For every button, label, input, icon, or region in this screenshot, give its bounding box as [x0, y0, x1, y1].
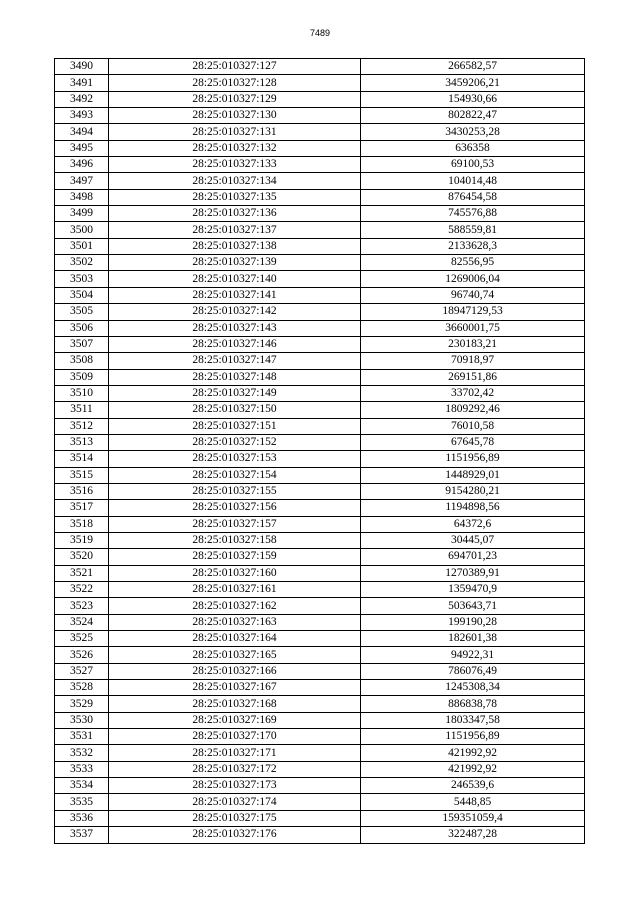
value-cell: 104014,48 [361, 173, 585, 189]
table-row [55, 500, 585, 516]
table-row [55, 124, 585, 140]
value-cell: 96740,74 [361, 287, 585, 303]
row-number-cell: 3530 [55, 712, 109, 728]
table-row [55, 582, 585, 598]
row-number-cell: 3521 [55, 565, 109, 581]
row-number-cell: 3527 [55, 663, 109, 679]
value-cell: 1245308,34 [361, 680, 585, 696]
row-number-cell: 3495 [55, 140, 109, 156]
cadastral-number-cell: 28:25:010327:143 [109, 320, 361, 336]
value-cell: 67645,78 [361, 434, 585, 450]
table-row [55, 369, 585, 385]
table-row [55, 402, 585, 418]
table-row [55, 108, 585, 124]
cadastral-number-cell: 28:25:010327:170 [109, 729, 361, 745]
table-row [55, 647, 585, 663]
cadastral-number-cell: 28:25:010327:169 [109, 712, 361, 728]
cadastral-number-cell: 28:25:010327:176 [109, 827, 361, 843]
value-cell: 1194898,56 [361, 500, 585, 516]
table-row [55, 140, 585, 156]
cadastral-number-cell: 28:25:010327:142 [109, 304, 361, 320]
cadastral-number-cell: 28:25:010327:134 [109, 173, 361, 189]
row-number-cell: 3535 [55, 794, 109, 810]
row-number-cell: 3502 [55, 255, 109, 271]
table-row [55, 91, 585, 107]
value-cell: 94922,31 [361, 647, 585, 663]
value-cell: 230183,21 [361, 336, 585, 352]
value-cell: 745576,88 [361, 206, 585, 222]
value-cell: 886838,78 [361, 696, 585, 712]
row-number-cell: 3533 [55, 761, 109, 777]
row-number-cell: 3515 [55, 467, 109, 483]
row-number-cell: 3492 [55, 91, 109, 107]
value-cell: 159351059,4 [361, 810, 585, 826]
value-cell: 876454,58 [361, 189, 585, 205]
cadastral-number-cell: 28:25:010327:130 [109, 108, 361, 124]
table-row [55, 810, 585, 826]
cadastral-number-cell: 28:25:010327:164 [109, 631, 361, 647]
table-row [55, 565, 585, 581]
table-row [55, 598, 585, 614]
table-row [55, 353, 585, 369]
value-cell: 76010,58 [361, 418, 585, 434]
cadastral-number-cell: 28:25:010327:140 [109, 271, 361, 287]
row-number-cell: 3514 [55, 451, 109, 467]
value-cell: 3660001,75 [361, 320, 585, 336]
value-cell: 69100,53 [361, 157, 585, 173]
value-cell: 1448929,01 [361, 467, 585, 483]
cadastral-number-cell: 28:25:010327:132 [109, 140, 361, 156]
cadastral-number-cell: 28:25:010327:165 [109, 647, 361, 663]
table-row [55, 336, 585, 352]
table-row [55, 385, 585, 401]
value-cell: 2133628,3 [361, 238, 585, 254]
value-cell: 199190,28 [361, 614, 585, 630]
row-number-cell: 3517 [55, 500, 109, 516]
value-cell: 1151956,89 [361, 451, 585, 467]
table-row [55, 451, 585, 467]
row-number-cell: 3509 [55, 369, 109, 385]
row-number-cell: 3524 [55, 614, 109, 630]
table-row [55, 418, 585, 434]
cadastral-number-cell: 28:25:010327:154 [109, 467, 361, 483]
row-number-cell: 3490 [55, 59, 109, 75]
cadastral-number-cell: 28:25:010327:135 [109, 189, 361, 205]
table-row [55, 173, 585, 189]
cadastral-number-cell: 28:25:010327:151 [109, 418, 361, 434]
value-cell: 266582,57 [361, 59, 585, 75]
table-row [55, 745, 585, 761]
row-number-cell: 3498 [55, 189, 109, 205]
row-number-cell: 3508 [55, 353, 109, 369]
cadastral-number-cell: 28:25:010327:168 [109, 696, 361, 712]
table-row [55, 696, 585, 712]
value-cell: 70918,97 [361, 353, 585, 369]
row-number-cell: 3512 [55, 418, 109, 434]
row-number-cell: 3536 [55, 810, 109, 826]
cadastral-number-cell: 28:25:010327:175 [109, 810, 361, 826]
table-row [55, 761, 585, 777]
row-number-cell: 3526 [55, 647, 109, 663]
value-cell: 33702,42 [361, 385, 585, 401]
cadastral-number-cell: 28:25:010327:129 [109, 91, 361, 107]
table-row [55, 631, 585, 647]
value-cell: 9154280,21 [361, 483, 585, 499]
cadastral-number-cell: 28:25:010327:166 [109, 663, 361, 679]
cadastral-number-cell: 28:25:010327:160 [109, 565, 361, 581]
row-number-cell: 3500 [55, 222, 109, 238]
value-cell: 1803347,58 [361, 712, 585, 728]
value-cell: 246539,6 [361, 778, 585, 794]
table-row [55, 467, 585, 483]
value-cell: 786076,49 [361, 663, 585, 679]
row-number-cell: 3532 [55, 745, 109, 761]
row-number-cell: 3513 [55, 434, 109, 450]
cadastral-number-cell: 28:25:010327:171 [109, 745, 361, 761]
row-number-cell: 3503 [55, 271, 109, 287]
table-row [55, 222, 585, 238]
row-number-cell: 3507 [55, 336, 109, 352]
cadastral-number-cell: 28:25:010327:158 [109, 532, 361, 548]
value-cell: 636358 [361, 140, 585, 156]
table-row [55, 794, 585, 810]
cadastral-number-cell: 28:25:010327:159 [109, 549, 361, 565]
table-row [55, 304, 585, 320]
cadastral-number-cell: 28:25:010327:156 [109, 500, 361, 516]
row-number-cell: 3494 [55, 124, 109, 140]
cadastral-number-cell: 28:25:010327:147 [109, 353, 361, 369]
value-cell: 1269006,04 [361, 271, 585, 287]
row-number-cell: 3493 [55, 108, 109, 124]
row-number-cell: 3501 [55, 238, 109, 254]
cadastral-number-cell: 28:25:010327:163 [109, 614, 361, 630]
page-number: 7489 [309, 28, 331, 38]
row-number-cell: 3537 [55, 827, 109, 843]
table-row [55, 206, 585, 222]
row-number-cell: 3506 [55, 320, 109, 336]
cadastral-number-cell: 28:25:010327:152 [109, 434, 361, 450]
table-row [55, 434, 585, 450]
row-number-cell: 3531 [55, 729, 109, 745]
value-cell: 802822,47 [361, 108, 585, 124]
table-row [55, 287, 585, 303]
value-cell: 1809292,46 [361, 402, 585, 418]
row-number-cell: 3496 [55, 157, 109, 173]
row-number-cell: 3510 [55, 385, 109, 401]
row-number-cell: 3523 [55, 598, 109, 614]
cadastral-number-cell: 28:25:010327:128 [109, 75, 361, 91]
table-row [55, 75, 585, 91]
table-row [55, 532, 585, 548]
row-number-cell: 3504 [55, 287, 109, 303]
table-row [55, 516, 585, 532]
row-number-cell: 3534 [55, 778, 109, 794]
row-number-cell: 3497 [55, 173, 109, 189]
cadastral-number-cell: 28:25:010327:155 [109, 483, 361, 499]
value-cell: 694701,23 [361, 549, 585, 565]
row-number-cell: 3518 [55, 516, 109, 532]
cadastral-number-cell: 28:25:010327:150 [109, 402, 361, 418]
row-number-cell: 3491 [55, 75, 109, 91]
table-row [55, 549, 585, 565]
table-row [55, 778, 585, 794]
cadastral-number-cell: 28:25:010327:173 [109, 778, 361, 794]
table-row [55, 827, 585, 843]
row-number-cell: 3505 [55, 304, 109, 320]
row-number-cell: 3525 [55, 631, 109, 647]
table-row [55, 189, 585, 205]
value-cell: 64372,6 [361, 516, 585, 532]
table-row [55, 271, 585, 287]
row-number-cell: 3516 [55, 483, 109, 499]
value-cell: 3430253,28 [361, 124, 585, 140]
cadastral-number-cell: 28:25:010327:167 [109, 680, 361, 696]
table-row [55, 238, 585, 254]
value-cell: 269151,86 [361, 369, 585, 385]
row-number-cell: 3519 [55, 532, 109, 548]
table-row [55, 712, 585, 728]
cadastral-number-cell: 28:25:010327:146 [109, 336, 361, 352]
table-row [55, 680, 585, 696]
table-row [55, 614, 585, 630]
value-cell: 322487,28 [361, 827, 585, 843]
value-cell: 421992,92 [361, 761, 585, 777]
cadastral-number-cell: 28:25:010327:137 [109, 222, 361, 238]
cadastral-number-cell: 28:25:010327:149 [109, 385, 361, 401]
value-cell: 588559,81 [361, 222, 585, 238]
cadastral-number-cell: 28:25:010327:139 [109, 255, 361, 271]
table-row [55, 320, 585, 336]
table-row [55, 663, 585, 679]
value-cell: 1270389,91 [361, 565, 585, 581]
table-row [55, 483, 585, 499]
table-row [55, 255, 585, 271]
cadastral-table [54, 58, 585, 844]
cadastral-number-cell: 28:25:010327:136 [109, 206, 361, 222]
table-body [55, 59, 585, 844]
row-number-cell: 3528 [55, 680, 109, 696]
table-row [55, 59, 585, 75]
cadastral-number-cell: 28:25:010327:127 [109, 59, 361, 75]
value-cell: 421992,92 [361, 745, 585, 761]
cadastral-number-cell: 28:25:010327:153 [109, 451, 361, 467]
row-number-cell: 3529 [55, 696, 109, 712]
cadastral-number-cell: 28:25:010327:172 [109, 761, 361, 777]
value-cell: 5448,85 [361, 794, 585, 810]
value-cell: 82556,95 [361, 255, 585, 271]
value-cell: 154930,66 [361, 91, 585, 107]
cadastral-number-cell: 28:25:010327:138 [109, 238, 361, 254]
cadastral-number-cell: 28:25:010327:174 [109, 794, 361, 810]
cadastral-number-cell: 28:25:010327:131 [109, 124, 361, 140]
cadastral-number-cell: 28:25:010327:157 [109, 516, 361, 532]
cadastral-number-cell: 28:25:010327:133 [109, 157, 361, 173]
table-row [55, 729, 585, 745]
cadastral-number-cell: 28:25:010327:148 [109, 369, 361, 385]
value-cell: 1151956,89 [361, 729, 585, 745]
row-number-cell: 3499 [55, 206, 109, 222]
value-cell: 503643,71 [361, 598, 585, 614]
value-cell: 182601,38 [361, 631, 585, 647]
value-cell: 1359470,9 [361, 582, 585, 598]
table-row [55, 157, 585, 173]
cadastral-number-cell: 28:25:010327:161 [109, 582, 361, 598]
cadastral-number-cell: 28:25:010327:141 [109, 287, 361, 303]
value-cell: 3459206,21 [361, 75, 585, 91]
row-number-cell: 3511 [55, 402, 109, 418]
row-number-cell: 3520 [55, 549, 109, 565]
row-number-cell: 3522 [55, 582, 109, 598]
cadastral-number-cell: 28:25:010327:162 [109, 598, 361, 614]
value-cell: 30445,07 [361, 532, 585, 548]
value-cell: 18947129,53 [361, 304, 585, 320]
